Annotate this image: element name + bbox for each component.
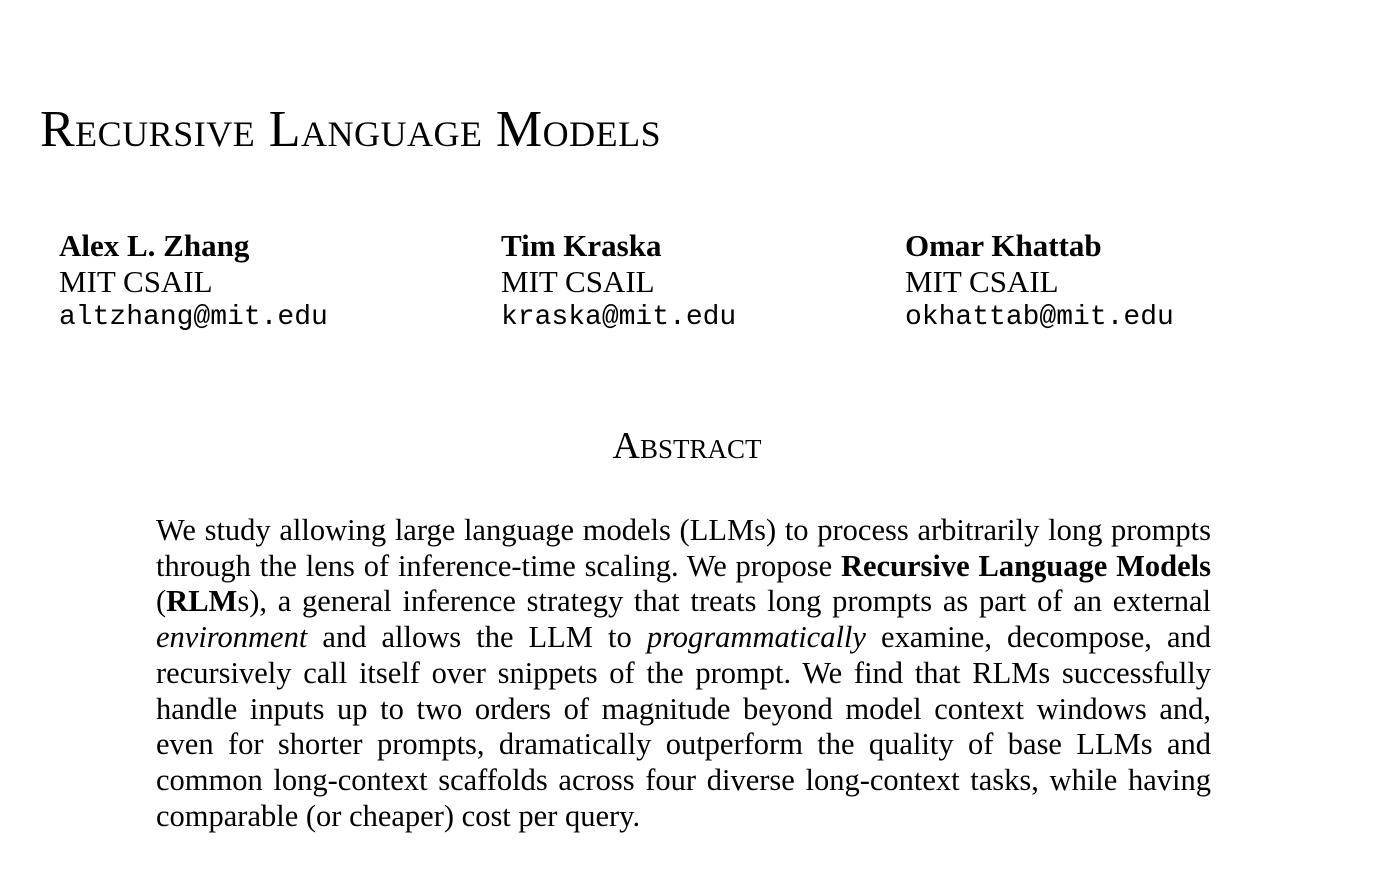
author-affiliation: MIT CSAIL bbox=[59, 264, 213, 299]
author-block-3 bbox=[905, 228, 1305, 336]
abstract-text: ( bbox=[156, 584, 167, 619]
abstract-text: and allows the LLM to bbox=[307, 620, 647, 655]
author-name: Alex L. Zhang bbox=[59, 228, 250, 263]
abstract-bold-acronym: RLM bbox=[166, 584, 238, 619]
author-block-1 bbox=[59, 228, 459, 336]
author-name: Omar Khattab bbox=[905, 228, 1102, 263]
author-affiliation: MIT CSAIL bbox=[501, 264, 655, 299]
author-email: altzhang@mit.edu bbox=[59, 302, 328, 333]
abstract-heading: Abstract bbox=[612, 425, 762, 467]
author-email: kraska@mit.edu bbox=[501, 302, 737, 333]
author-block-2 bbox=[501, 228, 901, 336]
author-affiliation: MIT CSAIL bbox=[905, 264, 1059, 299]
author-name: Tim Kraska bbox=[501, 228, 662, 263]
abstract-text: We study allowing large language models (LLMs) to process arbitrarily long prompts through the lens of inference-time scaling. We propose bbox=[156, 513, 1211, 583]
abstract-text: s), a general inference strategy that treats long prompts as part of an external bbox=[237, 584, 1211, 619]
abstract-text: examine, decompose, and recursively call itself over snippets of the prompt. We find that RLMs successfully handle inputs up to two orders of magnitude beyond model context windows and, even for shorter prompts, dramatically outperform the quality of base LLMs and common long-context scaffolds across four diverse long-context tasks, while having comparable (or cheaper) cost per query. bbox=[156, 620, 1211, 833]
abstract-italic-term: programmatically bbox=[646, 620, 866, 655]
abstract-bold-term: Recursive Language Models bbox=[840, 548, 1211, 583]
abstract-body bbox=[156, 513, 1211, 834]
paper-title: Recursive Language Models bbox=[40, 101, 662, 158]
author-email: okhattab@mit.edu bbox=[905, 302, 1174, 333]
abstract-italic-term: environment bbox=[156, 620, 308, 655]
